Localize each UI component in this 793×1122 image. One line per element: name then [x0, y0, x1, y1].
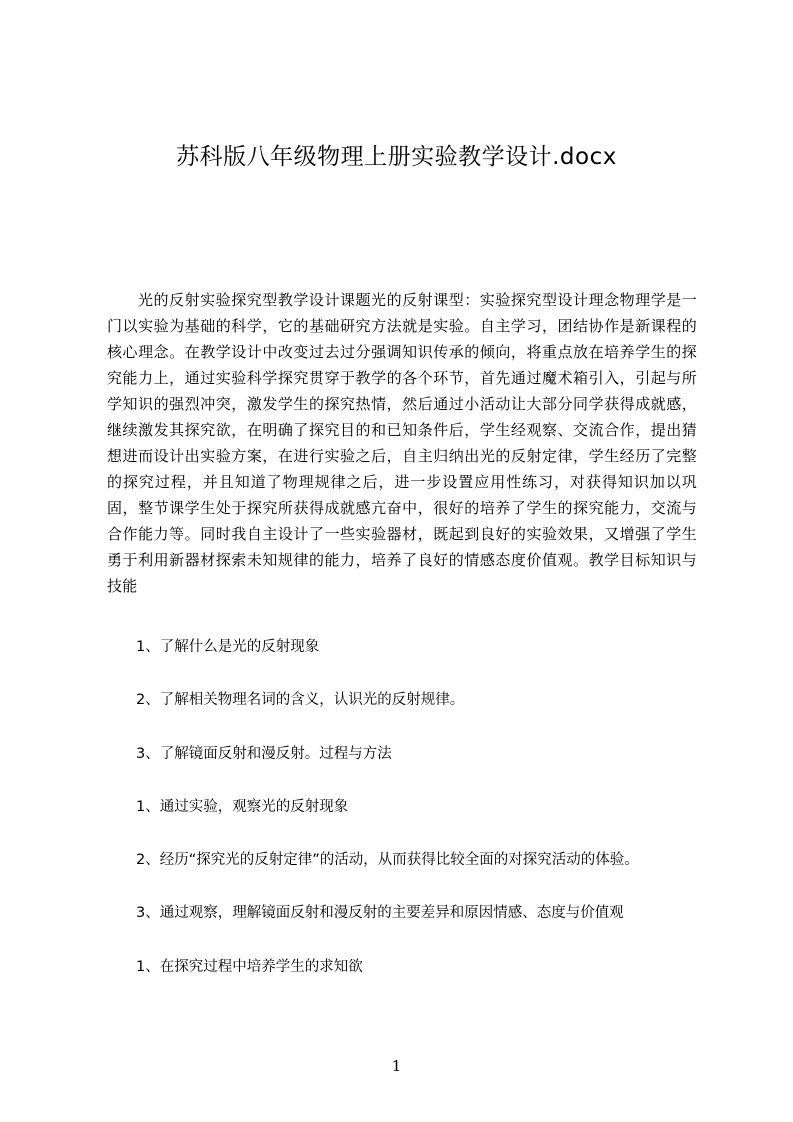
list-item: 2、了解相关物理名词的含义，认识光的反射规律。 [136, 692, 465, 708]
list-item: 3、通过观察，理解镜面反射和漫反射的主要差异和原因情感、态度与价值观 [136, 905, 624, 921]
list-item: 1、了解什么是光的反射现象 [136, 639, 320, 655]
list-item: 1、通过实验，观察光的反射现象 [136, 799, 349, 815]
list-item: 1、在探究过程中培养学生的求知欲 [136, 959, 363, 975]
intro-paragraph: 光的反射实验探究型教学设计课题光的反射课型：实验探究型设计理念物理学是一门以实验为基础的科学，它的基础研究方法就是实验。自主学习，团结协作是新课程的核心理念。在教学设计中改变过去过分强调知识传承的倾向，将重点放在培养学生的探究能力上，通过实验科学探究贯穿于教学的各个环节，首先通过魔术箱引入，引起与所学知识的强烈冲突，激发学生的探究热情，然后通过小活动让大部分同学获得成就感，继续激发其探究欲，在明确了探究目的和已知条件后，学生经观察、交流合作，提出猜想进而设计出实验方案，在进行实验之后，自主归纳出光的反射定律，学生经历了完整的探究过程，并且知道了物理规律之后，进一步设置应用性练习，对获得知识加以巩固，整节课学生处于探究所获得成就感亢奋中，很好的培养了学生的探究能力，交流与合作能力等。同时我自主设计了一些实验器材，既起到良好的实验效果，又增强了学生勇于利用新器材探索未知规律的能力，培养了良好的情感态度价值观。教学目标知识与技能 [107, 291, 697, 595]
list-item: 2、经历“探究光的反射定律”的活动，从而获得比较全面的对探究活动的体验。 [136, 852, 639, 868]
page-number: 1 [391, 1057, 402, 1075]
list-item: 3、了解镜面反射和漫反射。过程与方法 [136, 746, 392, 762]
document-title: 苏科版八年级物理上册实验教学设计.docx [176, 144, 617, 170]
